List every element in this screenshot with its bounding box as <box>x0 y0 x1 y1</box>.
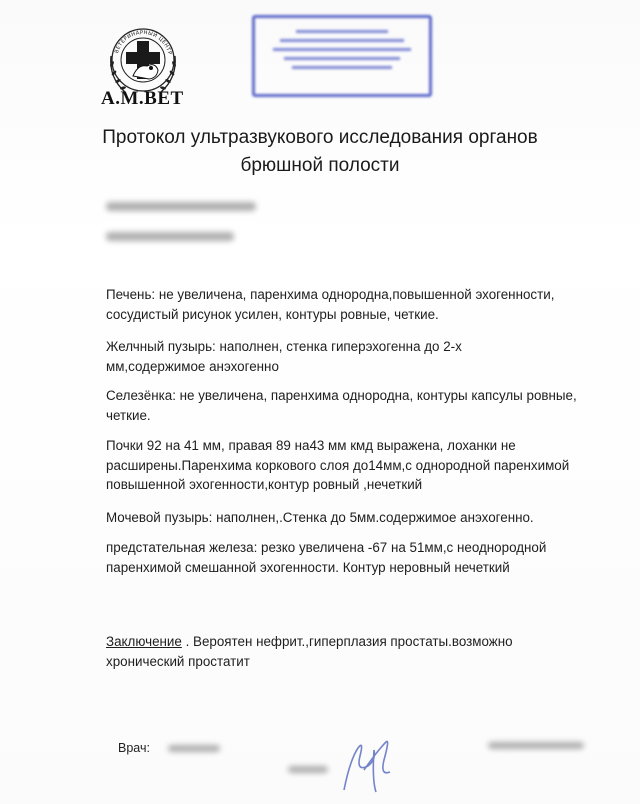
date-blurred <box>488 742 584 749</box>
patient-info-blurred <box>106 202 256 211</box>
clinic-logo-text: А.М.ВЕТ <box>101 88 184 109</box>
title-line-2: брюшной полости <box>240 155 400 176</box>
doctor-name-blurred <box>168 745 220 752</box>
conclusion-label: Заключение <box>106 634 182 649</box>
doctor-label: Врач: <box>118 741 150 755</box>
finding-prostate: предстательная железа: резко увеличена -67 на 51мм,с неоднородной паренхимой смешанной эхогенности. Контур неровный нечеткий <box>106 540 547 575</box>
clinic-stamp <box>252 15 432 97</box>
title-line-1: Протокол ультразвукового исследования органов <box>102 127 538 148</box>
finding-kidneys: Почки 92 на 41 мм, правая 89 на43 мм кмд выражена, лоханки не расширены.Паренхима коркового слоя до14мм,с однородной паренхимой повышенной эхогенности,контур ровный ,нечеткий <box>106 438 570 492</box>
finding-spleen: Селезёнка: не увеличена, паренхима однородна, контуры капсулы ровные, четкие. <box>106 388 577 423</box>
document-title <box>0 124 640 180</box>
signature-icon <box>320 720 410 800</box>
logo-ring-text: ВЕТЕРИНАРНЫЙ ЦЕНТР <box>113 29 173 56</box>
finding-gallbladder: Желчный пузырь: наполнен, стенка гиперэхогенна до 2-х мм,содержимое анэхогенно <box>106 339 462 374</box>
finding-bladder: Мочевой пузырь: наполнен,.Стенка до 5мм.содержимое анэхогенно. <box>106 510 534 525</box>
conclusion-text: . Вероятен нефрит.,гиперплазия простаты.возможно хронический простатит <box>106 634 513 669</box>
conclusion <box>106 632 576 671</box>
owner-info-blurred <box>106 232 234 241</box>
finding-liver: Печень: не увеличена, паренхима однородна,повышенной эхогенности, сосудистый рисунок усилен, контуры ровные, четкие. <box>106 287 555 322</box>
